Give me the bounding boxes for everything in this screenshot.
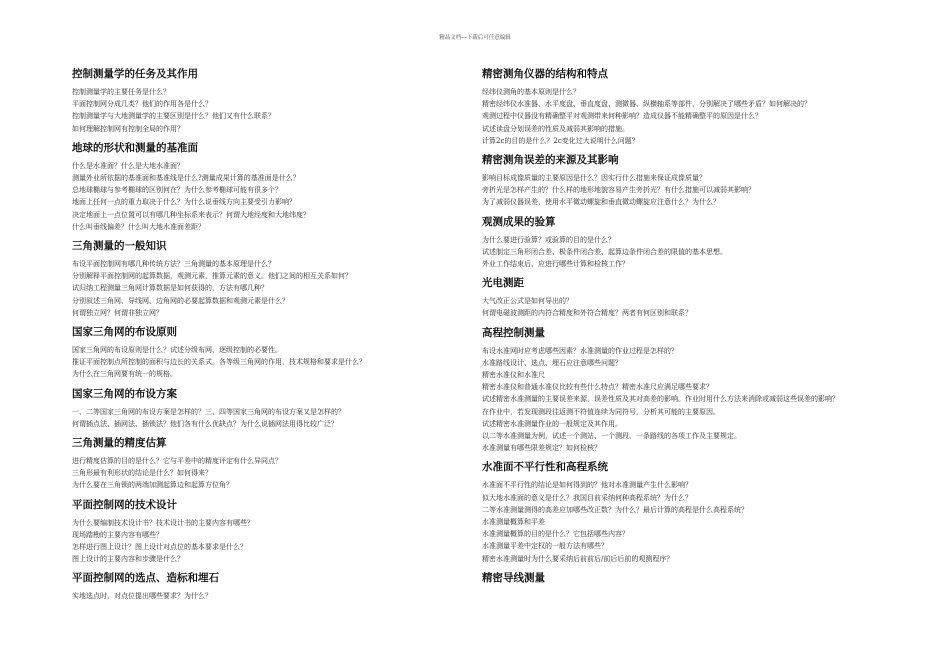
section-heading: 高程控制测量 [482,326,545,339]
page-header: 精品文档---下载后可任意编辑 [439,35,511,41]
question-line: 试述精密水准测量作业的一般规定及其作用。 [482,419,622,428]
question-line: 试述精密水准测量的主要误差来源，误差性质及其对高差的影响。作业时用什么方法来消除或减弱这些误差的影响？ [482,395,839,404]
question-line: 进行精度估算的目的是什么？它与平差中的精度评定有什么异同点？ [72,457,282,466]
question-line: 什么是水准面？什么是大地水准面？ [72,161,184,170]
question-line: 实地选点时，对点位提出哪些要求？为什么？ [72,592,212,601]
section [482,572,882,585]
section [72,499,472,566]
section-heading: 平面控制网的技术设计 [72,498,177,511]
question-line: 试归纳工程测量三角网计算数据是如何获得的，方法有哪几种？ [72,284,268,293]
section [482,68,882,147]
question-line: 总地球椭球与参考椭球的区别何在？为什么参考椭球可能有很多个？ [72,186,282,195]
right-column [482,68,882,592]
question-line: 何谓独立网？何谓非独立网？ [72,308,163,317]
question-line: 图上设计的主要内容和步骤是什么？ [72,555,184,564]
question-line: 以二等水准测量为例，试述一个测站、一个测段、一条路线的各项工作及主要规定。 [482,432,741,441]
question-line: 为了减弱仪器误差，使用水平微动螺旋和垂直微动螺旋应注意什么？为什么？ [482,198,720,207]
section [72,68,472,135]
question-line: 如何理解控制网有控制全局的作用？ [72,124,184,133]
section [72,240,472,319]
question-line: 经纬仪测角的基本原则是什么？ [482,88,580,96]
section-heading: 精密导线测量 [482,571,545,584]
question-line: 测量外业所依据的基准面和基准线是什么?测量成果计算的基准面是什么？ [72,174,300,183]
question-line: 为什么要进行验算？或验算的目的是什么？ [482,235,615,244]
question-line: 何谓电磁波测距的内符合精度和外符合精度？两者有何区别和联系？ [482,309,692,318]
section-heading: 三角测量的一般知识 [72,240,167,253]
question-line: 控制测量学与大地测量学的主要区别是什么？他们又有什么联系？ [72,112,275,121]
question-line: 水准路线设计、选点、埋石应注意哪些问题？ [482,358,622,367]
question-line: 精密水准仪和普通水准仪比较有些什么特点？精密水准尺应满足哪些要求？ [482,383,713,392]
question-line: 精密经纬仪水准器、水平度盘、垂直度盘、测微器、纵横轴系等部件，分别解决了哪些矛盾？如何解决的？ [482,100,811,109]
question-line: 为什么在三角网要有统一的规格。 [72,370,177,379]
question-line: 分别叙述三角网、导线网、边角网的必要起算数据和观测元素是什么？ [72,296,289,305]
question-line: 分别解释平面控制网的起算数据，观测元素，推算元素的意义。他们之间的相互关系如何？ [72,272,352,281]
question-line: 水准测量平差中定权的一般方法有哪些？ [482,542,608,551]
question-line: 布设平面控制网有哪几种传统方法？三角测量的基本原理是什么？ [72,260,275,269]
section [72,326,472,381]
question-line: 旁折光是怎样产生的？什么样的地形地貌容易产生旁折光？有什么措施可以减弱其影响？ [482,186,755,195]
section-heading: 国家三角网的布设方案 [72,387,177,400]
section [482,461,882,564]
section-heading: 精密测角仪器的结构和特点 [482,68,608,80]
question-line: 地面上任何一点的重力取决于什么？为什么说垂线方向主要受引力影响？ [72,198,296,207]
question-line: 怎样进行图上设计？图上设计对点位的基本要求是什么？ [72,543,247,552]
section [482,327,882,455]
question-line: 一、二等国家三角网的布设方案是怎样的？三、四等国家三角网的布设方案又是怎样的？ [72,407,345,416]
question-line: 控制测量学的主要任务是什么？ [72,88,170,96]
question-line: 布设水准网时应考虑哪些因素？水准测量的作业过程是怎样的？ [482,346,678,355]
question-line: 外业工作结束后，应进行哪些计算和检核工作？ [482,260,629,269]
question-line: 在作业中，若发现测段往返测不符值连续为同符号，分析其可能的主要原因。 [482,407,720,416]
section [72,437,472,492]
question-line: 水准测量概算和平差 [482,518,545,527]
question-line: 什么叫垂线偏差？什么叫大地水准面差距？ [72,222,205,231]
section [482,216,882,271]
section-heading: 观测成果的验算 [482,215,556,228]
question-line: 试述制定三角形闭合差、极条件闭合差、起算边条件闭合差的限值的基本思想。 [482,247,727,256]
question-line: 平面控制网分成几类？他们的作用各是什么？ [72,100,212,109]
question-line: 何谓插点法、插网法、插锁法？他们各有什么优缺点？为什么说插网法用得比较广泛？ [72,419,338,428]
question-line: 影响目标成像质量的主要原因是什么？因实行什么措施来保证成像质量？ [482,174,706,183]
section-heading: 平面控制网的选点、造标和埋石 [72,572,219,585]
question-line: 国家三角网的布设原则是什么？试述分级布网，逐级控制的必要性。 [72,346,282,355]
section-heading: 地球的形状和测量的基准面 [72,141,198,154]
question-line: 现场踏勘的主要内容有哪些？ [72,530,163,539]
question-line: 二等水准测量测得的高差应加哪些改正数？为什么？最后计算的高程是什么高程系统？ [482,505,748,514]
section-heading: 水准面不平行性和高程系统 [482,461,608,474]
question-line: 推证平面控制点所控制的面积与边长的关系式。各等级三角网的作用，技术规格和要求是什么？ [72,358,366,367]
question-line: 为什么要编制技术设计书？技术设计书的主要内容有哪些？ [72,518,254,527]
question-line: 水准测量有哪些限差规定？如何检核？ [482,444,601,453]
question-line: 计算2c的目的是什么？2c变化过大说明什么问题？ [482,136,639,145]
question-line: 决定地面上一点位置可以有哪几种坐标系来表示？何谓大地经度和大地纬度？ [72,210,310,219]
section-heading: 光电测距 [482,277,524,290]
question-line: 为什么要在三角锁的两端加测起算边和起算方位角？ [72,481,233,490]
section-heading: 国家三角网的布设原则 [72,326,177,339]
left-column [72,68,472,610]
section [72,142,472,233]
question-line: 大气改正公式是如何导出的？ [482,297,573,306]
question-line: 水准面不平行性的结论是如何得到的？他对水准测量产生什么影响？ [482,481,692,490]
section [482,154,882,209]
section [72,572,472,602]
question-line: 精密水准仪和水准尺 [482,371,545,380]
question-line: 试述读盘分划误差的性质及减弱其影响的措施。 [482,124,629,133]
section-heading: 精密测角误差的来源及其影响 [482,154,619,167]
question-line: 观测过程中仪器没有精确整平对观测带来何种影响？造成仪器不能精确整平的原因是什么？ [482,112,762,121]
question-line: 三角形最有利形状的结论是什么？如何得来？ [72,469,212,478]
question-line: 水准测量概算的目的是什么？它包括哪些内容？ [482,530,629,539]
section [72,388,472,430]
section-heading: 三角测量的精度估算 [72,437,167,450]
question-line: 似大地水准面的意义是什么？我国目前采纳何种高程系统？为什么？ [482,493,692,502]
section [482,277,882,319]
section-heading: 控制测量学的任务及其作用 [72,68,198,80]
question-line: 精密水准测量时为什么要采纳后前前后/前后后前的观测程序？ [482,554,674,563]
